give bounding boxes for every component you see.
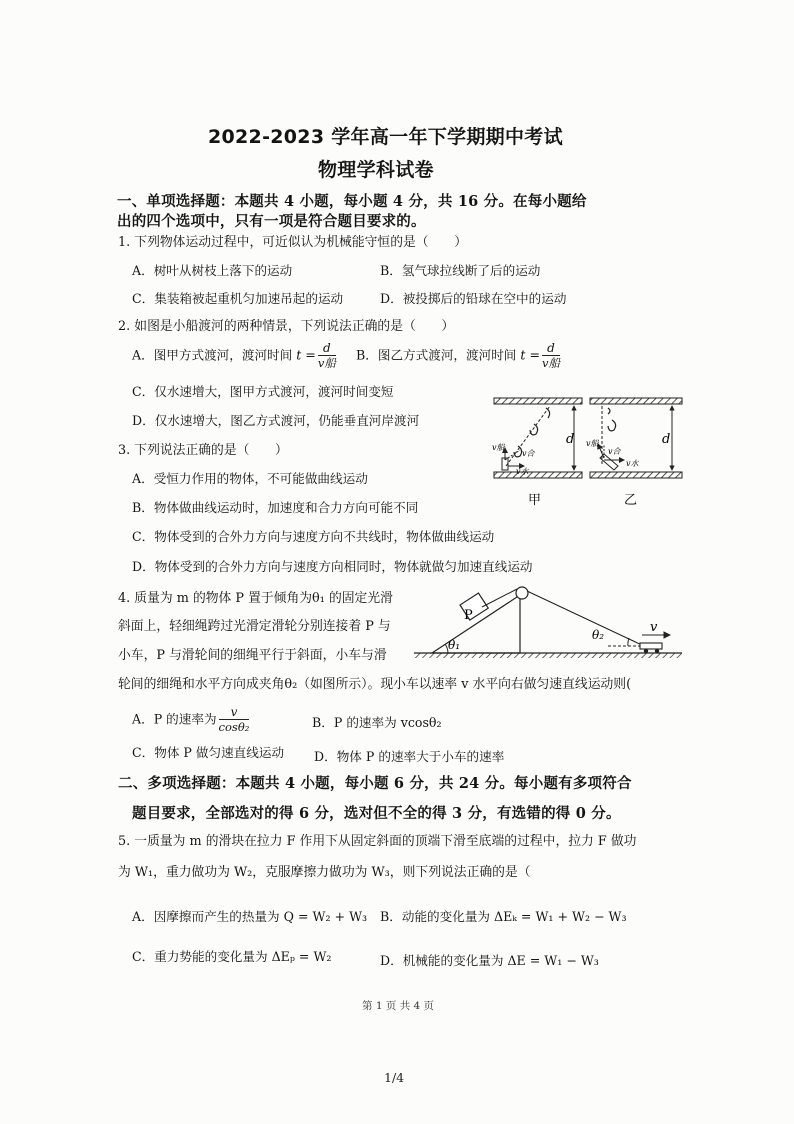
q2-b-fraction [542,342,560,370]
yi-bottom-bank [590,472,682,478]
yi-v-boat: v船 [586,439,599,448]
section2-line1: 二、多项选择题：本题共 4 小题，每小题 6 分，共 24 分。每小题有多项符合 [118,775,632,792]
q4-option-d: D．物体 P 的速率大于小车的速率 [314,749,505,764]
q4-line3: 小车，P 与滑轮间的细绳平行于斜面，小车与滑 [118,648,387,663]
incline-pulley-figure [412,583,684,663]
q2-stem: 2. 如图是小船渡河的两种情景，下列说法正确的是（ ） [118,319,455,334]
q1-option-d: D．被投掷后的铅球在空中的运动 [380,291,567,306]
q3-option-b: B．物体做曲线运动时，加速度和合力方向可能不同 [132,500,419,515]
cart-v-label: v [650,620,658,635]
jia-v-water: v水 [516,467,529,476]
q4-a-fraction [219,706,250,734]
section1-line2: 出的四个选项中，只有一项是符合题目要求的。 [117,213,426,230]
q2-a-den: v船 [317,356,336,370]
q5-line1: 5. 一质量为 m 的滑块在拉力 F 作用下从固定斜面的顶端下滑至底端的过程中，拉力 F 做功 [118,834,637,849]
q1-stem: 1. 下列物体运动过程中，可近似认为机械能守恒的是（ ） [118,235,467,250]
q3-option-c: C．物体受到的合外力方向与速度方向不共线时，物体做曲线运动 [132,529,495,544]
rope-to-cart [527,591,646,647]
q2-option-d: D．仅水速增大，图乙方式渡河，仍能垂直河岸渡河 [132,413,420,428]
q4-option-c: C．物体 P 做匀速直线运动 [132,745,285,760]
cart [640,643,662,649]
q3-stem: 3. 下列说法正确的是（ ） [118,443,288,458]
q2-option-a [132,342,338,370]
q5-option-a: A．因摩擦而产生的热量为 Q = W₂ + W₃ [132,909,368,924]
q2-b-num: d [542,342,560,356]
exam-subtitle: 物理学科试卷 [318,159,434,181]
jia-v-he: v合 [522,449,535,458]
yi-d-label: d [662,432,671,447]
q5-option-c: C．重力势能的变化量为 ΔEₚ = W₂ [132,949,332,964]
q2-b-den: v船 [542,356,561,370]
q5-option-b: B．动能的变化量为 ΔEₖ = W₁ + W₂ − W₃ [380,909,627,924]
pulley [516,587,528,599]
ground-hatch [414,653,682,658]
page-number: 1/4 [384,1070,405,1085]
q4-line2: 斜面上，轻细绳跨过光滑定滑轮分别连接着 P 与 [118,619,391,634]
q4-a-den: cosθ₂ [218,720,250,734]
theta2-label: θ₂ [592,628,605,642]
q5-option-d: D．机械能的变化量为 ΔE = W₁ − W₃ [380,953,599,968]
q2-a-num: d [318,342,336,356]
figure-label-jia: 甲 [528,493,542,508]
q2-option-c: C．仅水速增大，图甲方式渡河，渡河时间变短 [132,384,394,399]
q1-option-c: C．集装箱被起重机匀加速吊起的运动 [132,291,344,306]
q1-option-a: A．树叶从树枝上落下的运动 [132,263,293,278]
river-crossing-figure [490,394,690,512]
q4-a-text: A．P 的速率为 [132,711,217,727]
jia-v-boat: v船 [492,443,505,452]
q2-a-text: A．图甲方式渡河，渡河时间 [132,347,297,363]
q3-option-d: D．物体受到的合外力方向与速度方向相同时，物体就做匀加速直线运动 [132,559,533,574]
q2-a-teq: t = [296,347,316,363]
block-p-label: P [464,608,473,623]
exam-title: 2022-2023 学年高一年下学期期中考试 [208,126,563,148]
yi-v-water: v水 [626,459,639,468]
q2-a-fraction [318,342,336,370]
page-footer: 第 1 页 共 4 页 [362,1000,435,1012]
q4-line1: 4. 质量为 m 的物体 P 置于倾角为θ₁ 的固定光滑 [118,591,393,606]
q2-b-teq: t = [520,347,541,363]
yi-v-he: v合 [608,447,621,456]
jia-top-bank [494,398,582,404]
q4-a-num: v [219,706,250,720]
figure-label-yi: 乙 [624,493,638,508]
q4-option-b: B．P 的速率为 vcosθ₂ [312,715,442,730]
q2-b-text: B．图乙方式渡河，渡河时间 [356,347,521,363]
q4-line4: 轮间的细绳和水平方向成夹角θ₂（如图所示）。现小车以速率 v 水平向右做匀速直线运动则( [118,677,632,692]
q5-line2: 为 W₁，重力做功为 W₂，克服摩擦力做功为 W₃，则下列说法正确的是（ [118,865,531,880]
theta1-label: θ₁ [448,638,461,652]
q3-option-a: A．受恒力作用的物体，不可能做曲线运动 [132,471,368,486]
q1-option-b: B．氢气球拉线断了后的运动 [380,263,541,278]
section2-line2: 题目要求，全部选对的得 6 分，选对但不全的得 3 分，有选错的得 0 分。 [132,805,621,822]
jia-bottom-bank [494,472,582,478]
jia-d-label: d [566,432,575,447]
section1-line1: 一、单项选择题：本题共 4 小题，每小题 4 分，共 16 分。在每小题给 [117,193,587,210]
q4-option-a [132,706,251,734]
yi-top-bank [590,398,682,404]
q2-option-b [356,342,562,370]
